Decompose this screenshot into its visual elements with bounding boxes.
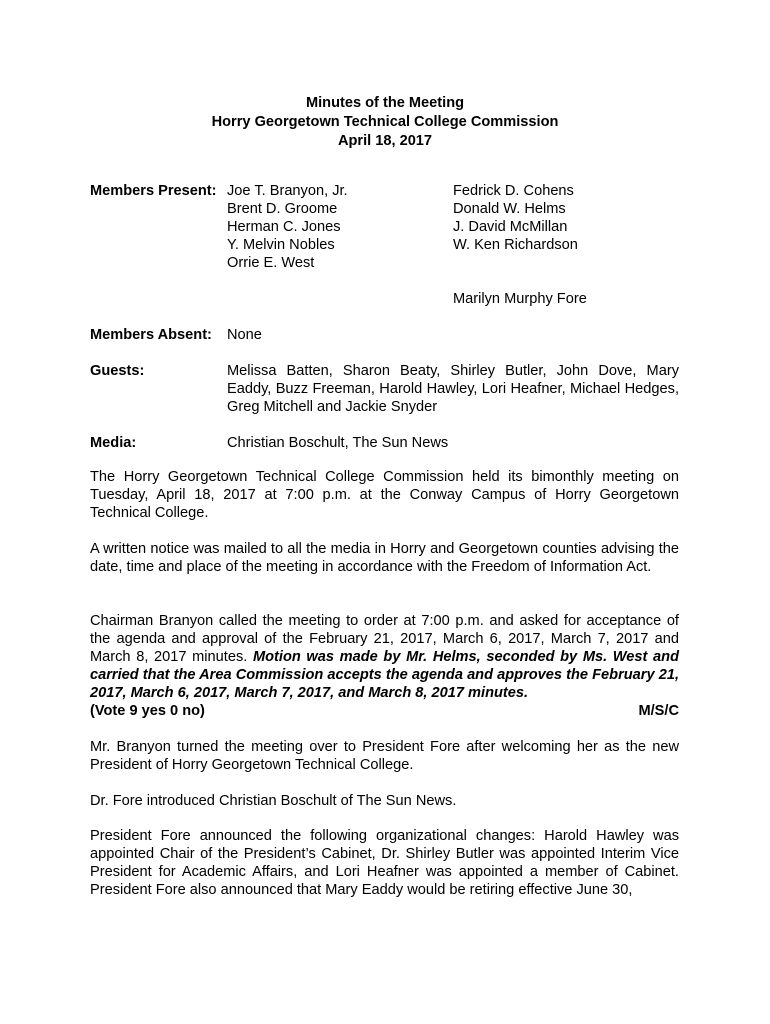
paragraph-organizational-changes: President Fore announced the following organizational changes: Harold Hawley was appointed Chair of the President’s Cabinet, Dr. Shirley Butler was appointed Interim Vice President for Academic Affairs, and Lori Heafner was appointed a member of Cabinet. President Fore also announced that Mary Eaddy would be retiring effective June 30, bbox=[90, 828, 679, 898]
member-name: Brent D. Groome bbox=[227, 201, 338, 217]
member-name-president: Marilyn Murphy Fore bbox=[453, 291, 587, 307]
paragraph-meeting-held: The Horry Georgetown Technical College Commission held its bimonthly meeting on Tuesday, April 18, 2017 at 7:00 p.m. at the Conway Campus of Horry Georgetown Technical College. bbox=[90, 469, 679, 521]
vote-line bbox=[90, 702, 679, 720]
paragraph-call-to-order bbox=[90, 612, 679, 702]
document-header bbox=[0, 94, 770, 151]
paragraph-introduction: Dr. Fore introduced Christian Boschult of The Sun News. bbox=[90, 793, 457, 809]
members-present-column-1 bbox=[227, 182, 348, 272]
guests-list: Melissa Batten, Sharon Beaty, Shirley Butler, John Dove, Mary Eaddy, Buzz Freeman, Harold Hawley, Lori Heafner, Michael Hedges, Greg Mitchell and Jackie Snyder bbox=[227, 363, 679, 415]
member-name: Joe T. Branyon, Jr. bbox=[227, 183, 348, 199]
member-name: Y. Melvin Nobles bbox=[227, 237, 335, 253]
call-to-order-text: Chairman Branyon called the meeting to order at 7:00 p.m. and asked for acceptance of the agenda and approval of the February 21, 2017, March 6, 2017, March 7, 2017 and March 8, 2017 minutes. bbox=[90, 613, 679, 665]
header-organization: Horry Georgetown Technical College Commission bbox=[211, 114, 559, 130]
motion-result: M/S/C bbox=[638, 703, 679, 719]
members-absent-label: Members Absent: bbox=[90, 327, 212, 343]
media-label: Media: bbox=[90, 435, 137, 451]
member-name: Orrie E. West bbox=[227, 255, 315, 271]
header-title: Minutes of the Meeting bbox=[305, 95, 465, 111]
motion-text: Motion was made by Mr. Helms, seconded by Ms. West and carried that the Area Commission accepts the agenda and approves the February 21, 2017, March 6, 2017, March 7, 2017, and March 8, 2017 minutes. bbox=[90, 649, 679, 701]
media-value: Christian Boschult, The Sun News bbox=[227, 435, 449, 451]
members-absent-value: None bbox=[227, 327, 262, 343]
member-name: Herman C. Jones bbox=[227, 219, 341, 235]
member-name: Fedrick D. Cohens bbox=[453, 183, 574, 199]
guests-label: Guests: bbox=[90, 363, 145, 379]
member-name: Donald W. Helms bbox=[453, 201, 566, 217]
members-present-label: Members Present: bbox=[90, 183, 217, 199]
header-date: April 18, 2017 bbox=[337, 133, 433, 149]
vote-count: (Vote 9 yes 0 no) bbox=[90, 703, 205, 719]
member-name: J. David McMillan bbox=[453, 219, 568, 235]
paragraph-turned-over: Mr. Branyon turned the meeting over to President Fore after welcoming her as the new President of Horry Georgetown Technical College. bbox=[90, 739, 679, 773]
paragraph-notice: A written notice was mailed to all the media in Horry and Georgetown counties advising the date, time and place of the meeting in accordance with the Freedom of Information Act. bbox=[90, 541, 679, 575]
members-present-column-2 bbox=[453, 182, 578, 254]
member-name: W. Ken Richardson bbox=[453, 237, 578, 253]
